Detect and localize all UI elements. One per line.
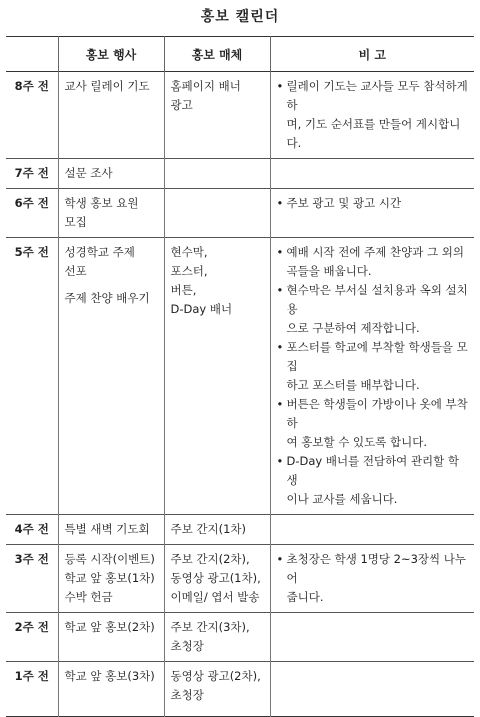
event-text: 설문 조사 xyxy=(64,166,113,180)
event-text: 선포 xyxy=(64,264,87,278)
notes-cell xyxy=(270,238,474,515)
notes-cell xyxy=(270,613,474,662)
table-row xyxy=(6,72,474,159)
spacer xyxy=(65,281,158,289)
media-text: 광고 xyxy=(170,98,193,112)
note-text: 예배 시작 전에 주제 찬양과 그 외의 xyxy=(286,245,464,259)
page-title: 홍보 캘린더 xyxy=(200,9,280,25)
event-cell xyxy=(58,189,164,238)
bullet-icon: • xyxy=(276,245,284,259)
week-cell: 3주 전 xyxy=(14,552,49,566)
note-item xyxy=(277,281,469,338)
bullet-icon: • xyxy=(276,454,284,468)
event-text: 수박 헌금 xyxy=(64,590,113,604)
table-row xyxy=(6,545,474,613)
event-cell xyxy=(58,72,164,159)
media-text: 동영상 광고(2차), xyxy=(170,669,261,683)
notes-cell xyxy=(270,159,474,189)
media-cell xyxy=(164,613,270,662)
event-text: 특별 새벽 기도회 xyxy=(64,522,150,536)
event-cell xyxy=(58,159,164,189)
media-cell xyxy=(164,159,270,189)
event-cell xyxy=(58,515,164,545)
media-cell xyxy=(164,662,270,717)
event-text: 주제 찬양 배우기 xyxy=(64,291,150,305)
table-row xyxy=(6,189,474,238)
media-cell xyxy=(164,189,270,238)
note-text: 하고 포스터를 배부합니다. xyxy=(286,378,420,392)
note-text: 줍니다. xyxy=(286,590,324,604)
notes-cell xyxy=(270,662,474,717)
week-cell: 2주 전 xyxy=(14,620,49,634)
bullet-icon: • xyxy=(276,283,284,297)
bullet-icon: • xyxy=(276,196,284,210)
bullet-icon: • xyxy=(276,340,284,354)
notes-cell xyxy=(270,545,474,613)
media-text: 현수막, xyxy=(170,245,208,259)
note-text: 며, 기도 순서표를 만들어 게시합니다. xyxy=(286,117,461,150)
bullet-icon: • xyxy=(276,397,284,411)
note-body xyxy=(287,452,469,509)
promotion-calendar-table xyxy=(6,36,474,717)
bullet-icon: • xyxy=(276,552,284,566)
header-week xyxy=(6,37,58,72)
week-cell: 1주 전 xyxy=(14,669,49,683)
note-body xyxy=(287,194,469,213)
media-text: 주보 간지(3차), xyxy=(170,620,250,634)
table-row xyxy=(6,515,474,545)
note-text: 버튼은 학생들이 가방이나 옷에 부착하 xyxy=(286,397,468,430)
note-text: 포스터를 학교에 부착할 학생들을 모집 xyxy=(286,340,468,373)
table-header-row xyxy=(6,37,474,72)
notes-cell xyxy=(270,189,474,238)
week-cell: 8주 전 xyxy=(14,79,49,93)
table-row xyxy=(6,238,474,515)
note-text: 여 홍보할 수 있도록 합니다. xyxy=(286,435,427,449)
media-cell xyxy=(164,72,270,159)
table-row xyxy=(6,613,474,662)
media-text: 홈페이지 배너 xyxy=(170,79,241,93)
event-cell xyxy=(58,662,164,717)
event-text: 등록 시작(이벤트) xyxy=(64,552,155,566)
table-row xyxy=(6,662,474,717)
header-media: 홍보 매체 xyxy=(164,37,270,72)
note-text: D-Day 배너를 전담하여 관리할 학생 xyxy=(286,454,460,487)
event-text: 모집 xyxy=(64,215,87,229)
event-text: 교사 릴레이 기도 xyxy=(64,79,150,93)
media-text: 포스터, xyxy=(170,264,208,278)
media-cell xyxy=(164,545,270,613)
note-body xyxy=(287,243,469,281)
media-cell xyxy=(164,515,270,545)
media-text: 초청장 xyxy=(170,688,204,702)
note-body xyxy=(287,550,469,607)
note-text: 초청장은 학생 1명당 2~3장씩 나누어 xyxy=(286,552,467,585)
event-text: 성경학교 주제 xyxy=(64,245,135,259)
note-body xyxy=(287,338,469,395)
note-text: 현수막은 부서실 설치용과 옥외 설치용 xyxy=(286,283,468,316)
note-item xyxy=(277,194,469,213)
note-body xyxy=(287,77,469,153)
note-text: 곡들을 배웁니다. xyxy=(286,264,372,278)
event-text: 학교 앞 홍보(3차) xyxy=(64,669,155,683)
note-item xyxy=(277,550,469,607)
note-item xyxy=(277,338,469,395)
media-text: 주보 간지(2차), xyxy=(170,552,250,566)
header-notes: 비 고 xyxy=(270,37,474,72)
media-text: 주보 간지(1차) xyxy=(170,522,246,536)
note-body xyxy=(287,281,469,338)
week-cell: 7주 전 xyxy=(14,166,49,180)
event-cell xyxy=(58,613,164,662)
week-cell: 6주 전 xyxy=(14,196,49,210)
bullet-icon: • xyxy=(276,79,284,93)
notes-cell xyxy=(270,72,474,159)
note-item xyxy=(277,77,469,153)
media-cell xyxy=(164,238,270,515)
week-cell: 5주 전 xyxy=(14,245,49,259)
media-text: D-Day 배너 xyxy=(170,302,233,316)
event-cell xyxy=(58,545,164,613)
media-text: 동영상 광고(1차), xyxy=(170,571,261,585)
note-item xyxy=(277,243,469,281)
event-cell xyxy=(58,238,164,515)
event-text: 학생 홍보 요원 xyxy=(64,196,139,210)
media-text: 이메일/ 엽서 발송 xyxy=(170,590,260,604)
note-item xyxy=(277,452,469,509)
note-text: 릴레이 기도는 교사들 모두 참석하게 하 xyxy=(286,79,468,112)
notes-cell xyxy=(270,515,474,545)
week-cell: 4주 전 xyxy=(14,522,49,536)
note-body xyxy=(287,395,469,452)
table-row xyxy=(6,159,474,189)
event-text: 학교 앞 홍보(1차) xyxy=(64,571,155,585)
event-text: 학교 앞 홍보(2차) xyxy=(64,620,155,634)
note-text: 이나 교사를 세웁니다. xyxy=(286,492,398,506)
note-item xyxy=(277,395,469,452)
media-text: 초청장 xyxy=(170,639,204,653)
note-text: 주보 광고 및 광고 시간 xyxy=(286,196,402,210)
media-text: 버튼, xyxy=(170,283,197,297)
header-event: 홍보 행사 xyxy=(58,37,164,72)
note-text: 으로 구분하여 제작합니다. xyxy=(286,321,420,335)
